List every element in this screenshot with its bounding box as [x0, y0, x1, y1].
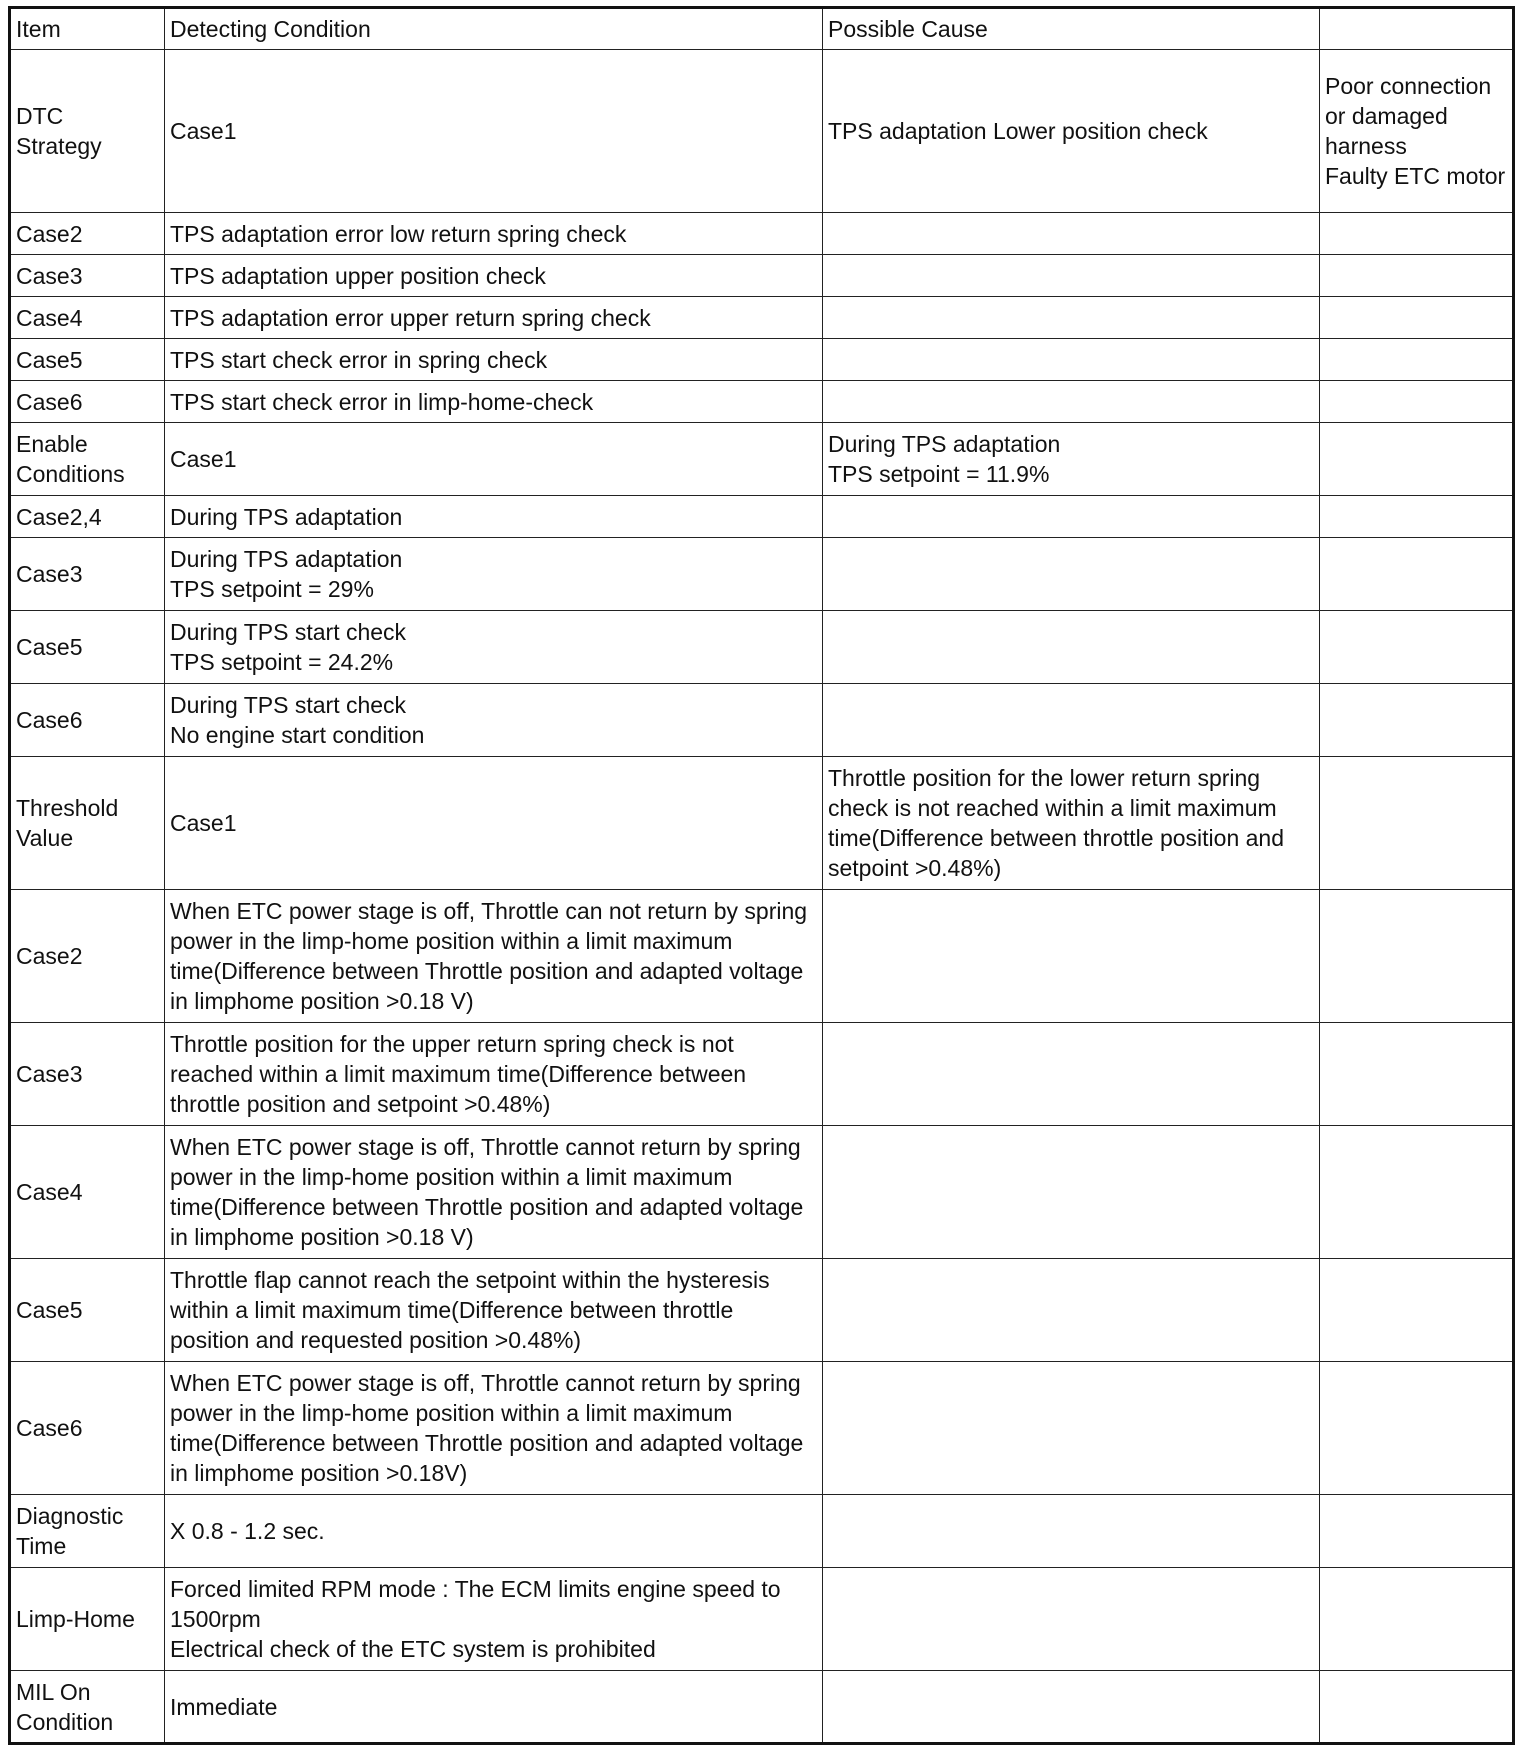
item-cell: Case4: [10, 1126, 165, 1259]
condition-cell: When ETC power stage is off, Throttle can not return by spring power in the limp-home position within a limit maximum time(Difference between Throttle position and adapted voltage in limphome position >0.18 V): [165, 890, 823, 1023]
extra-cell: [1320, 684, 1514, 757]
condition-cell: During TPS adaptation TPS setpoint = 29%: [165, 538, 823, 611]
table-row: [10, 1671, 1514, 1744]
header-detecting-condition: Detecting Condition: [165, 8, 823, 50]
condition-cell: Immediate: [165, 1671, 823, 1744]
cause-cell: During TPS adaptation TPS setpoint = 11.9%: [823, 423, 1320, 496]
item-cell: Case4: [10, 297, 165, 339]
extra-cell: [1320, 1671, 1514, 1744]
condition-cell: TPS start check error in limp-home-check: [165, 381, 823, 423]
extra-cell: [1320, 1126, 1514, 1259]
cause-cell: Throttle position for the lower return spring check is not reached within a limit maximum time(Difference between throttle position and setpoint >0.48%): [823, 757, 1320, 890]
table-row: [10, 339, 1514, 381]
extra-cell: [1320, 423, 1514, 496]
table-row: [10, 1259, 1514, 1362]
condition-cell: Case1: [165, 757, 823, 890]
cause-cell: TPS adaptation Lower position check: [823, 50, 1320, 213]
item-cell: Case5: [10, 339, 165, 381]
item-cell: Case6: [10, 381, 165, 423]
cause-cell: [823, 1362, 1320, 1495]
item-cell: Case3: [10, 538, 165, 611]
cause-cell: [823, 1568, 1320, 1671]
item-cell: Threshold Value: [10, 757, 165, 890]
item-cell: Case2: [10, 890, 165, 1023]
cause-cell: [823, 255, 1320, 297]
cause-cell: [823, 1495, 1320, 1568]
item-cell: Case3: [10, 1023, 165, 1126]
extra-cell: [1320, 1568, 1514, 1671]
table-row: [10, 496, 1514, 538]
cause-cell: [823, 213, 1320, 255]
table-row: [10, 1126, 1514, 1259]
extra-cell: [1320, 611, 1514, 684]
extra-cell: [1320, 1023, 1514, 1126]
header-item: Item: [10, 8, 165, 50]
condition-cell: Case1: [165, 423, 823, 496]
condition-cell: Case1: [165, 50, 823, 213]
extra-cell: [1320, 213, 1514, 255]
header-blank: [1320, 8, 1514, 50]
cause-cell: [823, 297, 1320, 339]
item-cell: Case2: [10, 213, 165, 255]
extra-cell: [1320, 297, 1514, 339]
extra-cell: [1320, 890, 1514, 1023]
condition-cell: During TPS start check TPS setpoint = 24.2%: [165, 611, 823, 684]
table-row: [10, 611, 1514, 684]
cause-cell: [823, 684, 1320, 757]
extra-cell: [1320, 757, 1514, 890]
extra-cell: [1320, 1259, 1514, 1362]
table-row: [10, 381, 1514, 423]
condition-cell: During TPS start check No engine start condition: [165, 684, 823, 757]
table-row: [10, 1023, 1514, 1126]
condition-cell: Forced limited RPM mode : The ECM limits engine speed to 1500rpm Electrical check of the ETC system is prohibited: [165, 1568, 823, 1671]
table-row: [10, 1495, 1514, 1568]
condition-cell: When ETC power stage is off, Throttle cannot return by spring power in the limp-home position within a limit maximum time(Difference between Throttle position and adapted voltage in limphome position >0.18 V): [165, 1126, 823, 1259]
cause-cell: [823, 339, 1320, 381]
item-cell: Case2,4: [10, 496, 165, 538]
condition-cell: TPS adaptation error low return spring check: [165, 213, 823, 255]
header-possible-cause: Possible Cause: [823, 8, 1320, 50]
table-row: [10, 255, 1514, 297]
extra-cell: [1320, 381, 1514, 423]
item-cell: MIL On Condition: [10, 1671, 165, 1744]
item-cell: Case6: [10, 684, 165, 757]
condition-cell: When ETC power stage is off, Throttle cannot return by spring power in the limp-home position within a limit maximum time(Difference between Throttle position and adapted voltage in limphome position >0.18V): [165, 1362, 823, 1495]
table-row: [10, 684, 1514, 757]
item-cell: Limp-Home: [10, 1568, 165, 1671]
item-cell: Case5: [10, 1259, 165, 1362]
cause-cell: [823, 611, 1320, 684]
condition-cell: TPS adaptation upper position check: [165, 255, 823, 297]
extra-cell: [1320, 538, 1514, 611]
condition-cell: TPS adaptation error upper return spring check: [165, 297, 823, 339]
dtc-table: [8, 6, 1515, 1745]
table-row: [10, 538, 1514, 611]
cause-cell: [823, 890, 1320, 1023]
condition-cell: During TPS adaptation: [165, 496, 823, 538]
table-row: [10, 213, 1514, 255]
item-cell: Enable Conditions: [10, 423, 165, 496]
item-cell: Diagnostic Time: [10, 1495, 165, 1568]
item-cell: Case5: [10, 611, 165, 684]
table-row: [10, 890, 1514, 1023]
table-row: [10, 757, 1514, 890]
table-row: [10, 423, 1514, 496]
condition-cell: X 0.8 - 1.2 sec.: [165, 1495, 823, 1568]
condition-cell: Throttle position for the upper return spring check is not reached within a limit maximum time(Difference between throttle position and setpoint >0.48%): [165, 1023, 823, 1126]
table-row: [10, 297, 1514, 339]
condition-cell: TPS start check error in spring check: [165, 339, 823, 381]
cause-cell: [823, 1126, 1320, 1259]
item-cell: DTC Strategy: [10, 50, 165, 213]
header-row: [10, 8, 1514, 50]
extra-cell: [1320, 1495, 1514, 1568]
dtc-document: [8, 6, 1512, 1745]
table-row: [10, 50, 1514, 213]
condition-cell: Throttle flap cannot reach the setpoint within the hysteresis within a limit maximum time(Difference between throttle position and requested position >0.48%): [165, 1259, 823, 1362]
extra-cell: [1320, 339, 1514, 381]
extra-cell: Poor connection or damaged harness Faulty ETC motor: [1320, 50, 1514, 213]
item-cell: Case3: [10, 255, 165, 297]
cause-cell: [823, 381, 1320, 423]
table-row: [10, 1568, 1514, 1671]
cause-cell: [823, 1671, 1320, 1744]
cause-cell: [823, 1023, 1320, 1126]
extra-cell: [1320, 255, 1514, 297]
cause-cell: [823, 496, 1320, 538]
cause-cell: [823, 538, 1320, 611]
cause-cell: [823, 1259, 1320, 1362]
item-cell: Case6: [10, 1362, 165, 1495]
extra-cell: [1320, 496, 1514, 538]
extra-cell: [1320, 1362, 1514, 1495]
table-row: [10, 1362, 1514, 1495]
